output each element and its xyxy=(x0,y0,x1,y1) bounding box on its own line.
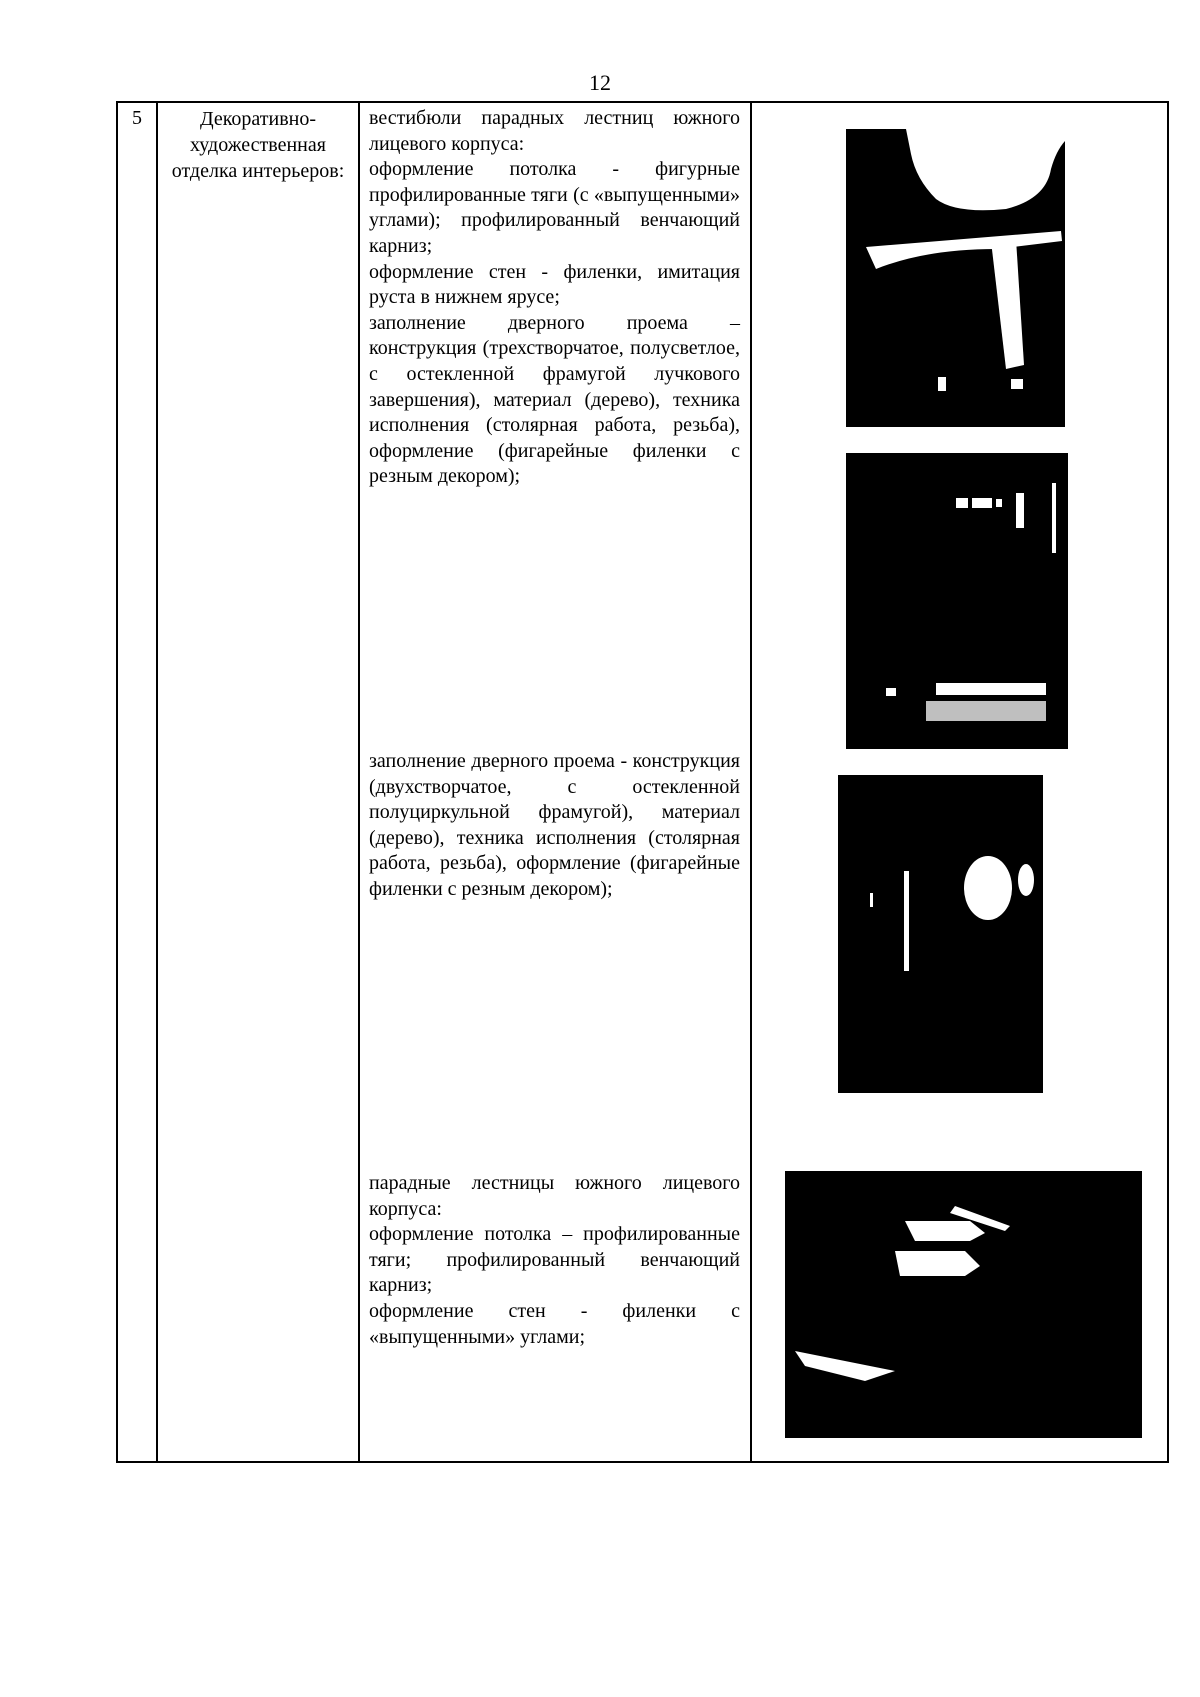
double-door-photo-image xyxy=(838,775,1078,1093)
staircase-ceiling-photo xyxy=(785,1171,1142,1438)
column-divider xyxy=(358,103,360,1461)
description-line: парадные лестницы южного лицевого корпуса: xyxy=(369,1172,740,1220)
description-line: вестибюли парадных лестниц южного лицевого корпуса: xyxy=(369,107,740,155)
description-section-2 xyxy=(369,749,740,903)
description-line: оформление потолка – профилированные тяги; профилированный венчающий карниз; xyxy=(369,1223,740,1297)
triple-door-photo-image xyxy=(846,453,1068,749)
staircase-ceiling-photo-image xyxy=(785,1171,1142,1438)
page-number: 12 xyxy=(589,70,611,95)
description-section-1 xyxy=(369,106,740,490)
category-label: Декоративно-художественная отделка интерьеров: xyxy=(171,108,345,182)
vestibule-ceiling-photo xyxy=(846,129,1065,427)
triple-door-photo xyxy=(846,453,1068,749)
double-door-photo xyxy=(838,775,1078,1093)
description-line: заполнение дверного проема - конструкция (двухстворчатое, с остекленной полуциркульной фрамугой), материал (дерево), техника исполнения (столярная работа, резьба), оформление (фигарейные филенки с резным декором); xyxy=(369,750,740,900)
vestibule-ceiling-photo-image xyxy=(846,129,1065,427)
column-divider xyxy=(156,103,158,1461)
description-line: оформление стен - филенки с «выпущенными» углами; xyxy=(369,1299,740,1348)
monument-features-table xyxy=(116,101,1169,1463)
description-line: оформление потолка - фигурные профилированные тяги (с «выпущенными» углами); профилированный венчающий карниз; xyxy=(369,158,740,257)
description-section-3 xyxy=(369,1171,740,1350)
column-divider xyxy=(750,103,752,1461)
row-number: 5 xyxy=(132,107,142,129)
description-line: заполнение дверного проема – конструкция (трехстворчатое, полусветлое, с остекленной фрамугой лучкового завершения), материал (дерево), техника исполнения (столярная работа, резьба), оформление (фигарейные филенки с резным декором); xyxy=(369,311,740,488)
description-line: оформление стен - филенки, имитация руста в нижнем ярусе; xyxy=(369,260,740,309)
